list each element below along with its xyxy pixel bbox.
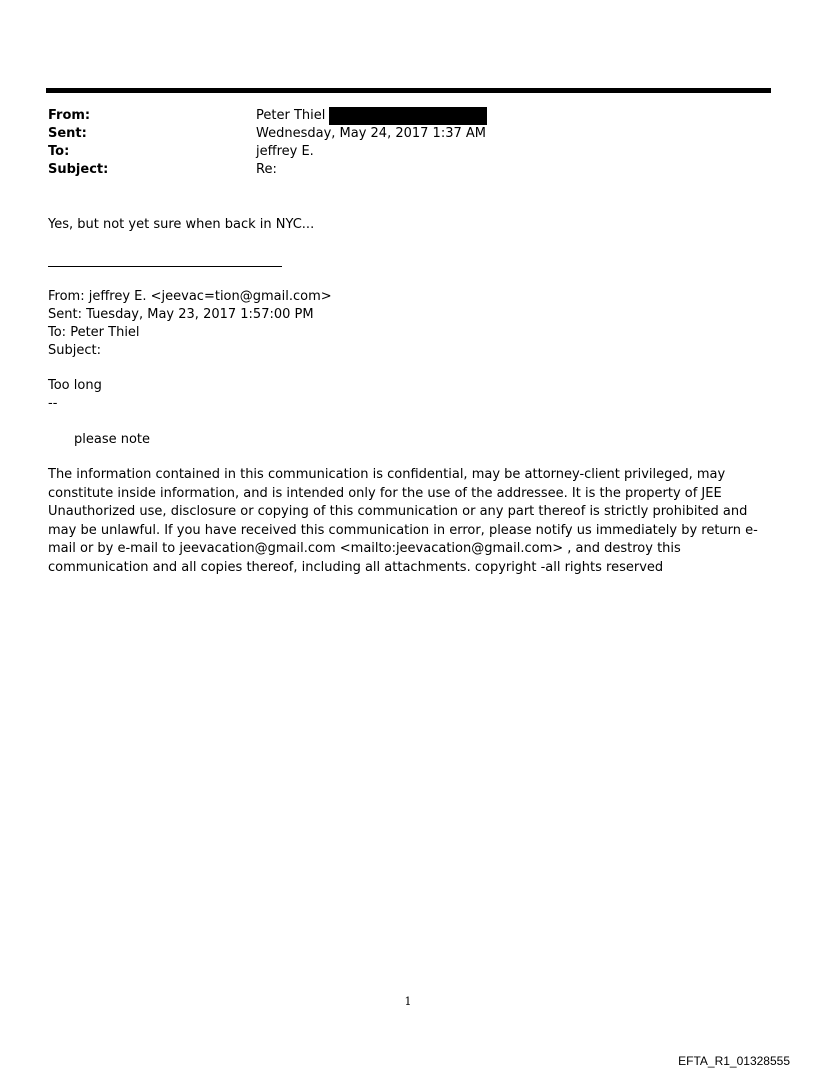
sent-value: Wednesday, May 24, 2017 1:37 AM xyxy=(256,126,486,141)
to-row xyxy=(48,143,748,161)
redaction-box xyxy=(329,107,487,125)
document-id: EFTA_R1_01328555 xyxy=(678,1054,790,1068)
quoted-body: Too long xyxy=(48,378,102,393)
from-name: Peter Thiel xyxy=(256,108,326,123)
quoted-from: From: jeffrey E. <jeevac=tion@gmail.com> xyxy=(48,289,332,304)
signature-dashes: -- xyxy=(48,396,58,411)
from-row xyxy=(48,107,748,125)
quoted-to: To: Peter Thiel xyxy=(48,325,140,340)
from-label: From: xyxy=(48,108,91,123)
quoted-sent: Sent: Tuesday, May 23, 2017 1:57:00 PM xyxy=(48,307,314,322)
page-number: 1 xyxy=(404,995,412,1008)
reply-body: Yes, but not yet sure when back in NYC... xyxy=(48,217,315,232)
from-value xyxy=(256,107,487,125)
quoted-header xyxy=(48,288,332,360)
subject-value: Re: xyxy=(256,162,277,177)
confidentiality-disclaimer: The information contained in this communication is confidential, may be attorney-client privileged, may constitute inside information, and is intended only for the use of the addressee. It is the property of JEE Unauthorized use, disclosure or copying of this communication or any part thereof is strictly prohibited and may be unlawful. If you have received this communication in error, please notify us immediately by return e-mail or by e-mail to jeevacation@gmail.com <mailto:jeevacation@gmail.com> , and destroy this communication and all copies thereof, including all attachments. copyright -all rights reserved xyxy=(48,467,758,575)
quoted-subject: Subject: xyxy=(48,343,101,358)
sent-label: Sent: xyxy=(48,126,87,141)
sent-row xyxy=(48,125,748,143)
header-rule xyxy=(46,88,771,93)
quote-separator xyxy=(48,266,282,267)
subject-label: Subject: xyxy=(48,162,109,177)
email-header xyxy=(48,107,748,179)
to-value: jeffrey E. xyxy=(256,144,314,159)
subject-row xyxy=(48,161,748,179)
please-note: please note xyxy=(74,432,151,447)
to-label: To: xyxy=(48,144,70,159)
